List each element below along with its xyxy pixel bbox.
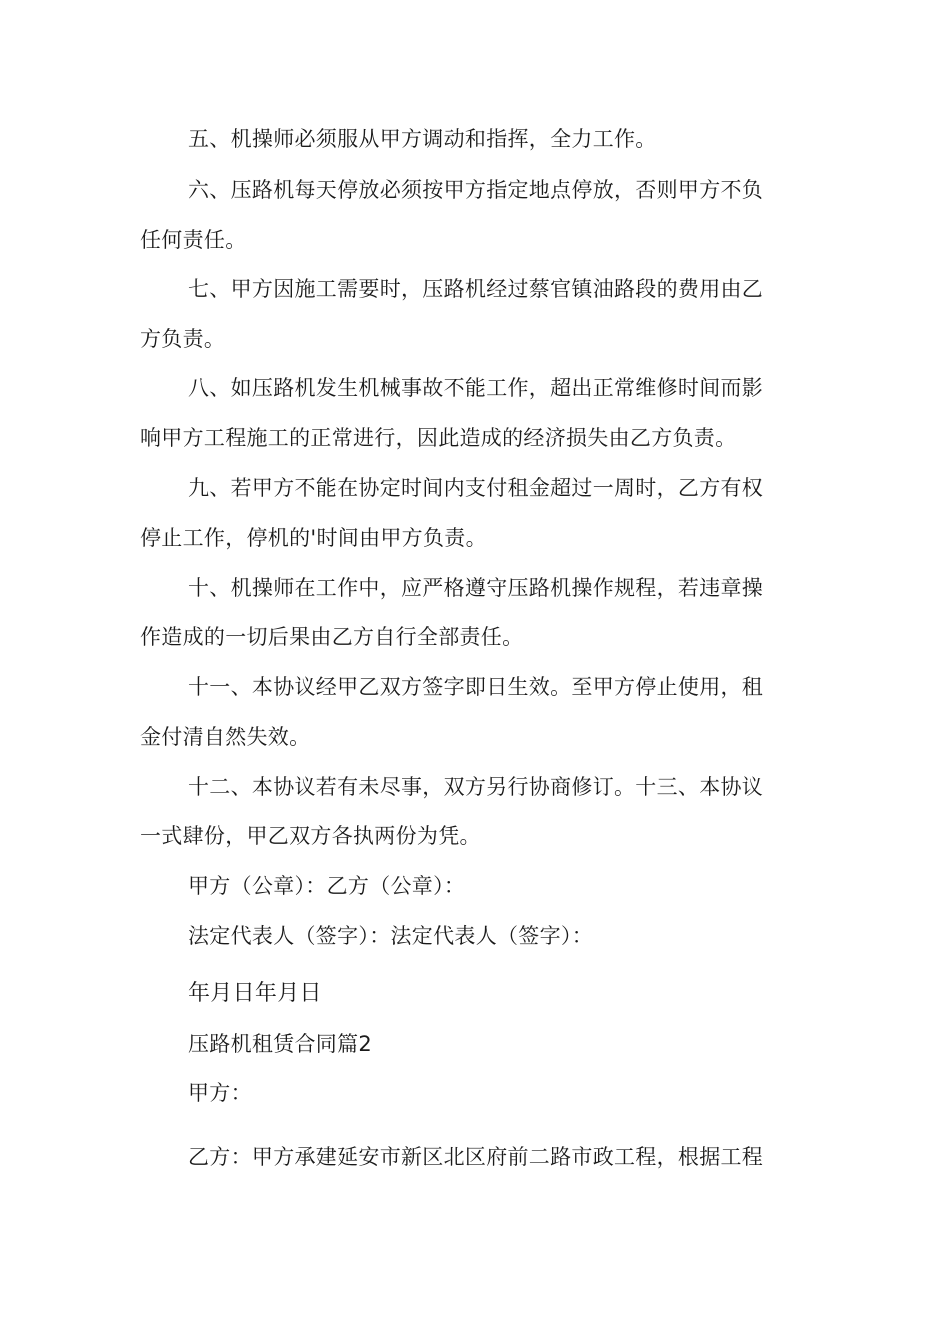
clause-12-line-1: 十二、本协议若有未尽事，双方另行协商修订。十三、本协议 xyxy=(188,775,764,799)
party-seal-line: 甲方（公章）：乙方（公章）： xyxy=(188,874,466,898)
clause-9-line-2: 停止工作，停机的'时间由甲方负责。 xyxy=(140,526,487,550)
clause-9-line-1: 九、若甲方不能在协定时间内支付租金超过一周时，乙方有权 xyxy=(188,476,764,500)
party-b-line: 乙方：甲方承建延安市新区北区府前二路市政工程，根据工程 xyxy=(188,1145,764,1169)
clause-11-line-1: 十一、本协议经甲乙双方签字即日生效。至甲方停止使用，租 xyxy=(188,675,764,699)
clause-10-line-1: 十、机操师在工作中，应严格遵守压路机操作规程，若违章操 xyxy=(188,576,764,600)
clause-8-line-1: 八、如压路机发生机械事故不能工作，超出正常维修时间而影 xyxy=(188,376,764,400)
section-title: 压路机租赁合同篇2 xyxy=(188,1032,373,1056)
clause-7-line-1: 七、甲方因施工需要时，压路机经过蔡官镇油路段的费用由乙 xyxy=(188,277,764,301)
clause-7-line-2: 方负责。 xyxy=(140,327,226,351)
clause-6-line-1: 六、压路机每天停放必须按甲方指定地点停放，否则甲方不负 xyxy=(188,178,764,202)
representative-signature-line: 法定代表人（签字）：法定代表人（签字）： xyxy=(188,924,593,948)
date-line: 年月日年月日 xyxy=(188,981,322,1006)
clause-12-line-2: 一式肆份，甲乙双方各执两份为凭。 xyxy=(140,824,481,848)
clause-5-line-1: 五、机操师必须服从甲方调动和指挥，全力工作。 xyxy=(188,127,657,151)
clause-6-line-2: 任何责任。 xyxy=(140,228,247,252)
clause-11-line-2: 金付清自然失效。 xyxy=(140,725,311,749)
clause-10-line-2: 作造成的一切后果由乙方自行全部责任。 xyxy=(140,625,524,649)
party-a-label: 甲方： xyxy=(188,1081,252,1105)
clause-8-line-2: 响甲方工程施工的正常进行，因此造成的经济损失由乙方负责。 xyxy=(140,426,737,450)
